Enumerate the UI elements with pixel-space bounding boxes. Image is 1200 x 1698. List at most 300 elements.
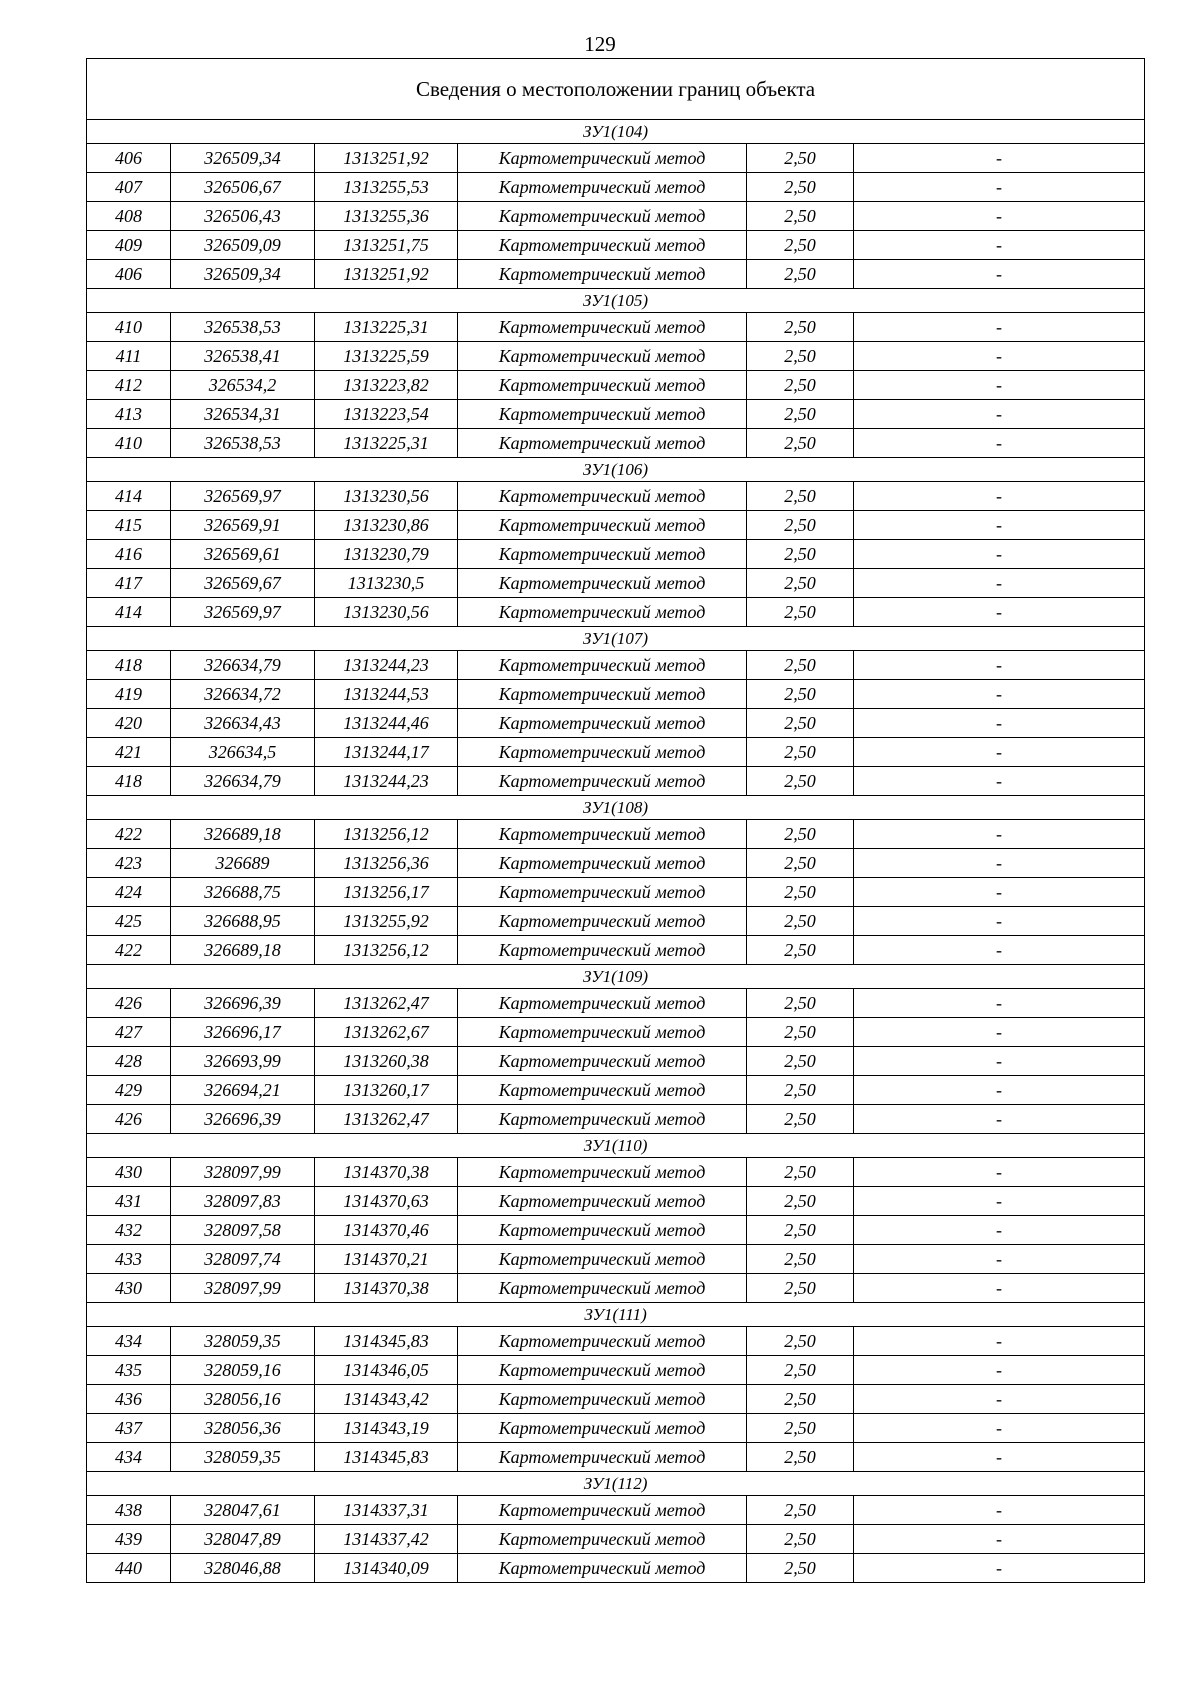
group-label: ЗУ1(110) — [87, 1134, 1145, 1158]
description-cell: - — [854, 540, 1145, 569]
accuracy-cell: 2,50 — [747, 651, 854, 680]
group-header-row — [87, 289, 1145, 313]
accuracy-cell: 2,50 — [747, 1356, 854, 1385]
description-cell: - — [854, 738, 1145, 767]
point-number-cell: 414 — [87, 598, 171, 627]
description-cell: - — [854, 1274, 1145, 1303]
method-cell: Картометрический метод — [458, 1018, 747, 1047]
table-row — [87, 1385, 1145, 1414]
group-header-row — [87, 1134, 1145, 1158]
table-row — [87, 342, 1145, 371]
point-number-cell: 438 — [87, 1496, 171, 1525]
accuracy-cell: 2,50 — [747, 342, 854, 371]
description-cell: - — [854, 511, 1145, 540]
method-cell: Картометрический метод — [458, 1327, 747, 1356]
y-coordinate-cell: 1313230,56 — [315, 598, 458, 627]
x-coordinate-cell: 326693,99 — [171, 1047, 315, 1076]
method-cell: Картометрический метод — [458, 1443, 747, 1472]
y-coordinate-cell: 1314345,83 — [315, 1327, 458, 1356]
table-title: Сведения о местоположении границ объекта — [87, 59, 1145, 120]
accuracy-cell: 2,50 — [747, 400, 854, 429]
accuracy-cell: 2,50 — [747, 936, 854, 965]
method-cell: Картометрический метод — [458, 1525, 747, 1554]
group-label: ЗУ1(109) — [87, 965, 1145, 989]
table-row — [87, 1443, 1145, 1472]
y-coordinate-cell: 1313230,86 — [315, 511, 458, 540]
method-cell: Картометрический метод — [458, 400, 747, 429]
x-coordinate-cell: 328059,35 — [171, 1443, 315, 1472]
accuracy-cell: 2,50 — [747, 598, 854, 627]
table-body — [87, 59, 1145, 1583]
x-coordinate-cell: 326694,21 — [171, 1076, 315, 1105]
x-coordinate-cell: 328097,74 — [171, 1245, 315, 1274]
accuracy-cell: 2,50 — [747, 1018, 854, 1047]
group-header-row — [87, 120, 1145, 144]
boundary-coordinates-table — [86, 58, 1145, 1583]
method-cell: Картометрический метод — [458, 231, 747, 260]
point-number-cell: 434 — [87, 1443, 171, 1472]
x-coordinate-cell: 326688,95 — [171, 907, 315, 936]
accuracy-cell: 2,50 — [747, 849, 854, 878]
y-coordinate-cell: 1314337,42 — [315, 1525, 458, 1554]
point-number-cell: 409 — [87, 231, 171, 260]
description-cell: - — [854, 820, 1145, 849]
group-label: ЗУ1(106) — [87, 458, 1145, 482]
point-number-cell: 408 — [87, 202, 171, 231]
y-coordinate-cell: 1313256,12 — [315, 820, 458, 849]
description-cell: - — [854, 680, 1145, 709]
x-coordinate-cell: 328046,88 — [171, 1554, 315, 1583]
method-cell: Картометрический метод — [458, 429, 747, 458]
description-cell: - — [854, 1554, 1145, 1583]
y-coordinate-cell: 1313244,46 — [315, 709, 458, 738]
group-label: ЗУ1(104) — [87, 120, 1145, 144]
point-number-cell: 407 — [87, 173, 171, 202]
x-coordinate-cell: 326696,17 — [171, 1018, 315, 1047]
table-row — [87, 878, 1145, 907]
method-cell: Картометрический метод — [458, 767, 747, 796]
description-cell: - — [854, 231, 1145, 260]
x-coordinate-cell: 326506,67 — [171, 173, 315, 202]
method-cell: Картометрический метод — [458, 709, 747, 738]
point-number-cell: 426 — [87, 1105, 171, 1134]
table-row — [87, 1076, 1145, 1105]
accuracy-cell: 2,50 — [747, 680, 854, 709]
y-coordinate-cell: 1313251,92 — [315, 260, 458, 289]
accuracy-cell: 2,50 — [747, 1105, 854, 1134]
accuracy-cell: 2,50 — [747, 569, 854, 598]
method-cell: Картометрический метод — [458, 511, 747, 540]
table-row — [87, 231, 1145, 260]
method-cell: Картометрический метод — [458, 1105, 747, 1134]
point-number-cell: 434 — [87, 1327, 171, 1356]
accuracy-cell: 2,50 — [747, 1525, 854, 1554]
y-coordinate-cell: 1313230,79 — [315, 540, 458, 569]
table-row — [87, 1525, 1145, 1554]
x-coordinate-cell: 326634,72 — [171, 680, 315, 709]
y-coordinate-cell: 1313244,17 — [315, 738, 458, 767]
description-cell: - — [854, 144, 1145, 173]
table-row — [87, 1274, 1145, 1303]
description-cell: - — [854, 598, 1145, 627]
x-coordinate-cell: 328059,35 — [171, 1327, 315, 1356]
x-coordinate-cell: 326696,39 — [171, 1105, 315, 1134]
x-coordinate-cell: 326634,43 — [171, 709, 315, 738]
method-cell: Картометрический метод — [458, 1414, 747, 1443]
point-number-cell: 411 — [87, 342, 171, 371]
y-coordinate-cell: 1313256,36 — [315, 849, 458, 878]
table-row — [87, 1105, 1145, 1134]
table-title-row — [87, 59, 1145, 120]
method-cell: Картометрический метод — [458, 1158, 747, 1187]
y-coordinate-cell: 1313223,54 — [315, 400, 458, 429]
description-cell: - — [854, 849, 1145, 878]
method-cell: Картометрический метод — [458, 173, 747, 202]
table-row — [87, 202, 1145, 231]
table-row — [87, 820, 1145, 849]
point-number-cell: 415 — [87, 511, 171, 540]
point-number-cell: 413 — [87, 400, 171, 429]
method-cell: Картометрический метод — [458, 342, 747, 371]
accuracy-cell: 2,50 — [747, 1187, 854, 1216]
y-coordinate-cell: 1313262,67 — [315, 1018, 458, 1047]
y-coordinate-cell: 1313251,92 — [315, 144, 458, 173]
x-coordinate-cell: 326534,2 — [171, 371, 315, 400]
group-label: ЗУ1(107) — [87, 627, 1145, 651]
description-cell: - — [854, 1525, 1145, 1554]
method-cell: Картометрический метод — [458, 1274, 747, 1303]
method-cell: Картометрический метод — [458, 907, 747, 936]
accuracy-cell: 2,50 — [747, 144, 854, 173]
x-coordinate-cell: 326689,18 — [171, 936, 315, 965]
accuracy-cell: 2,50 — [747, 878, 854, 907]
x-coordinate-cell: 326538,53 — [171, 429, 315, 458]
point-number-cell: 435 — [87, 1356, 171, 1385]
point-number-cell: 433 — [87, 1245, 171, 1274]
accuracy-cell: 2,50 — [747, 1047, 854, 1076]
description-cell: - — [854, 878, 1145, 907]
accuracy-cell: 2,50 — [747, 260, 854, 289]
point-number-cell: 423 — [87, 849, 171, 878]
point-number-cell: 418 — [87, 651, 171, 680]
method-cell: Картометрический метод — [458, 598, 747, 627]
description-cell: - — [854, 1018, 1145, 1047]
table-row — [87, 260, 1145, 289]
x-coordinate-cell: 326569,91 — [171, 511, 315, 540]
description-cell: - — [854, 709, 1145, 738]
y-coordinate-cell: 1314343,42 — [315, 1385, 458, 1414]
group-header-row — [87, 965, 1145, 989]
x-coordinate-cell: 328097,99 — [171, 1274, 315, 1303]
y-coordinate-cell: 1313230,5 — [315, 569, 458, 598]
description-cell: - — [854, 1414, 1145, 1443]
point-number-cell: 416 — [87, 540, 171, 569]
method-cell: Картометрический метод — [458, 1047, 747, 1076]
description-cell: - — [854, 429, 1145, 458]
accuracy-cell: 2,50 — [747, 371, 854, 400]
method-cell: Картометрический метод — [458, 202, 747, 231]
point-number-cell: 412 — [87, 371, 171, 400]
y-coordinate-cell: 1314345,83 — [315, 1443, 458, 1472]
y-coordinate-cell: 1313244,53 — [315, 680, 458, 709]
table-row — [87, 540, 1145, 569]
point-number-cell: 427 — [87, 1018, 171, 1047]
point-number-cell: 419 — [87, 680, 171, 709]
y-coordinate-cell: 1313255,36 — [315, 202, 458, 231]
method-cell: Картометрический метод — [458, 371, 747, 400]
method-cell: Картометрический метод — [458, 1385, 747, 1414]
method-cell: Картометрический метод — [458, 1187, 747, 1216]
accuracy-cell: 2,50 — [747, 767, 854, 796]
table-row — [87, 849, 1145, 878]
y-coordinate-cell: 1313223,82 — [315, 371, 458, 400]
accuracy-cell: 2,50 — [747, 1496, 854, 1525]
x-coordinate-cell: 326689 — [171, 849, 315, 878]
method-cell: Картометрический метод — [458, 820, 747, 849]
point-number-cell: 430 — [87, 1274, 171, 1303]
y-coordinate-cell: 1314370,21 — [315, 1245, 458, 1274]
accuracy-cell: 2,50 — [747, 738, 854, 767]
y-coordinate-cell: 1313255,92 — [315, 907, 458, 936]
table-row — [87, 651, 1145, 680]
group-header-row — [87, 1303, 1145, 1327]
table-row — [87, 144, 1145, 173]
x-coordinate-cell: 326506,43 — [171, 202, 315, 231]
y-coordinate-cell: 1314346,05 — [315, 1356, 458, 1385]
x-coordinate-cell: 326534,31 — [171, 400, 315, 429]
accuracy-cell: 2,50 — [747, 1216, 854, 1245]
x-coordinate-cell: 326634,5 — [171, 738, 315, 767]
table-row — [87, 511, 1145, 540]
description-cell: - — [854, 767, 1145, 796]
method-cell: Картометрический метод — [458, 144, 747, 173]
description-cell: - — [854, 1443, 1145, 1472]
y-coordinate-cell: 1314370,63 — [315, 1187, 458, 1216]
x-coordinate-cell: 326696,39 — [171, 989, 315, 1018]
method-cell: Картометрический метод — [458, 651, 747, 680]
point-number-cell: 429 — [87, 1076, 171, 1105]
y-coordinate-cell: 1313255,53 — [315, 173, 458, 202]
method-cell: Картометрический метод — [458, 936, 747, 965]
method-cell: Картометрический метод — [458, 680, 747, 709]
description-cell: - — [854, 1496, 1145, 1525]
accuracy-cell: 2,50 — [747, 907, 854, 936]
accuracy-cell: 2,50 — [747, 1158, 854, 1187]
method-cell: Картометрический метод — [458, 482, 747, 511]
x-coordinate-cell: 328056,36 — [171, 1414, 315, 1443]
table-row — [87, 1496, 1145, 1525]
x-coordinate-cell: 326634,79 — [171, 767, 315, 796]
description-cell: - — [854, 651, 1145, 680]
description-cell: - — [854, 1076, 1145, 1105]
point-number-cell: 428 — [87, 1047, 171, 1076]
accuracy-cell: 2,50 — [747, 1385, 854, 1414]
method-cell: Картометрический метод — [458, 849, 747, 878]
table-row — [87, 569, 1145, 598]
method-cell: Картометрический метод — [458, 1245, 747, 1274]
table-row — [87, 680, 1145, 709]
point-number-cell: 432 — [87, 1216, 171, 1245]
accuracy-cell: 2,50 — [747, 511, 854, 540]
description-cell: - — [854, 1385, 1145, 1414]
description-cell: - — [854, 1245, 1145, 1274]
point-number-cell: 422 — [87, 936, 171, 965]
y-coordinate-cell: 1313225,31 — [315, 429, 458, 458]
table-row — [87, 1047, 1145, 1076]
table-row — [87, 989, 1145, 1018]
accuracy-cell: 2,50 — [747, 313, 854, 342]
x-coordinate-cell: 326569,67 — [171, 569, 315, 598]
method-cell: Картометрический метод — [458, 1554, 747, 1583]
description-cell: - — [854, 1187, 1145, 1216]
table-row — [87, 767, 1145, 796]
y-coordinate-cell: 1314340,09 — [315, 1554, 458, 1583]
method-cell: Картометрический метод — [458, 878, 747, 907]
accuracy-cell: 2,50 — [747, 540, 854, 569]
table-row — [87, 1327, 1145, 1356]
point-number-cell: 410 — [87, 429, 171, 458]
y-coordinate-cell: 1313256,17 — [315, 878, 458, 907]
table-row — [87, 709, 1145, 738]
description-cell: - — [854, 400, 1145, 429]
x-coordinate-cell: 326538,53 — [171, 313, 315, 342]
point-number-cell: 430 — [87, 1158, 171, 1187]
description-cell: - — [854, 1327, 1145, 1356]
method-cell: Картометрический метод — [458, 989, 747, 1018]
method-cell: Картометрический метод — [458, 1356, 747, 1385]
accuracy-cell: 2,50 — [747, 482, 854, 511]
x-coordinate-cell: 326688,75 — [171, 878, 315, 907]
x-coordinate-cell: 328097,58 — [171, 1216, 315, 1245]
page-number: 129 — [584, 32, 616, 56]
method-cell: Картометрический метод — [458, 738, 747, 767]
x-coordinate-cell: 326509,34 — [171, 260, 315, 289]
description-cell: - — [854, 371, 1145, 400]
accuracy-cell: 2,50 — [747, 1414, 854, 1443]
table-row — [87, 1356, 1145, 1385]
x-coordinate-cell: 328056,16 — [171, 1385, 315, 1414]
description-cell: - — [854, 342, 1145, 371]
accuracy-cell: 2,50 — [747, 1443, 854, 1472]
table-row — [87, 907, 1145, 936]
table-row — [87, 738, 1145, 767]
table-row — [87, 400, 1145, 429]
accuracy-cell: 2,50 — [747, 231, 854, 260]
x-coordinate-cell: 326538,41 — [171, 342, 315, 371]
description-cell: - — [854, 173, 1145, 202]
table-row — [87, 1187, 1145, 1216]
table-row — [87, 1018, 1145, 1047]
table-row — [87, 429, 1145, 458]
point-number-cell: 424 — [87, 878, 171, 907]
method-cell: Картометрический метод — [458, 260, 747, 289]
group-header-row — [87, 1472, 1145, 1496]
x-coordinate-cell: 328097,83 — [171, 1187, 315, 1216]
y-coordinate-cell: 1313225,59 — [315, 342, 458, 371]
x-coordinate-cell: 326569,97 — [171, 482, 315, 511]
group-label: ЗУ1(108) — [87, 796, 1145, 820]
point-number-cell: 410 — [87, 313, 171, 342]
accuracy-cell: 2,50 — [747, 202, 854, 231]
accuracy-cell: 2,50 — [747, 1245, 854, 1274]
y-coordinate-cell: 1313225,31 — [315, 313, 458, 342]
group-header-row — [87, 627, 1145, 651]
description-cell: - — [854, 989, 1145, 1018]
table-row — [87, 482, 1145, 511]
accuracy-cell: 2,50 — [747, 173, 854, 202]
method-cell: Картометрический метод — [458, 1496, 747, 1525]
accuracy-cell: 2,50 — [747, 1327, 854, 1356]
accuracy-cell: 2,50 — [747, 1554, 854, 1583]
y-coordinate-cell: 1314370,38 — [315, 1274, 458, 1303]
description-cell: - — [854, 482, 1145, 511]
y-coordinate-cell: 1313262,47 — [315, 989, 458, 1018]
y-coordinate-cell: 1314370,38 — [315, 1158, 458, 1187]
accuracy-cell: 2,50 — [747, 429, 854, 458]
x-coordinate-cell: 326509,09 — [171, 231, 315, 260]
method-cell: Картометрический метод — [458, 540, 747, 569]
x-coordinate-cell: 328047,61 — [171, 1496, 315, 1525]
x-coordinate-cell: 328047,89 — [171, 1525, 315, 1554]
description-cell: - — [854, 1356, 1145, 1385]
y-coordinate-cell: 1313251,75 — [315, 231, 458, 260]
table-row — [87, 371, 1145, 400]
method-cell: Картометрический метод — [458, 569, 747, 598]
accuracy-cell: 2,50 — [747, 989, 854, 1018]
x-coordinate-cell: 328059,16 — [171, 1356, 315, 1385]
group-header-row — [87, 796, 1145, 820]
table-row — [87, 1414, 1145, 1443]
point-number-cell: 417 — [87, 569, 171, 598]
description-cell: - — [854, 1158, 1145, 1187]
x-coordinate-cell: 326634,79 — [171, 651, 315, 680]
x-coordinate-cell: 326569,61 — [171, 540, 315, 569]
point-number-cell: 406 — [87, 260, 171, 289]
point-number-cell: 440 — [87, 1554, 171, 1583]
x-coordinate-cell: 328097,99 — [171, 1158, 315, 1187]
x-coordinate-cell: 326689,18 — [171, 820, 315, 849]
y-coordinate-cell: 1313256,12 — [315, 936, 458, 965]
description-cell: - — [854, 1047, 1145, 1076]
point-number-cell: 425 — [87, 907, 171, 936]
y-coordinate-cell: 1313262,47 — [315, 1105, 458, 1134]
point-number-cell: 436 — [87, 1385, 171, 1414]
point-number-cell: 414 — [87, 482, 171, 511]
y-coordinate-cell: 1313230,56 — [315, 482, 458, 511]
group-label: ЗУ1(105) — [87, 289, 1145, 313]
point-number-cell: 439 — [87, 1525, 171, 1554]
y-coordinate-cell: 1314337,31 — [315, 1496, 458, 1525]
description-cell: - — [854, 1105, 1145, 1134]
table-row — [87, 313, 1145, 342]
point-number-cell: 421 — [87, 738, 171, 767]
point-number-cell: 431 — [87, 1187, 171, 1216]
group-label: ЗУ1(111) — [87, 1303, 1145, 1327]
accuracy-cell: 2,50 — [747, 1274, 854, 1303]
method-cell: Картометрический метод — [458, 313, 747, 342]
y-coordinate-cell: 1313260,38 — [315, 1047, 458, 1076]
table-row — [87, 1245, 1145, 1274]
accuracy-cell: 2,50 — [747, 820, 854, 849]
y-coordinate-cell: 1313260,17 — [315, 1076, 458, 1105]
table-row — [87, 598, 1145, 627]
method-cell: Картометрический метод — [458, 1076, 747, 1105]
accuracy-cell: 2,50 — [747, 709, 854, 738]
description-cell: - — [854, 936, 1145, 965]
table-row — [87, 936, 1145, 965]
table-row — [87, 173, 1145, 202]
description-cell: - — [854, 260, 1145, 289]
